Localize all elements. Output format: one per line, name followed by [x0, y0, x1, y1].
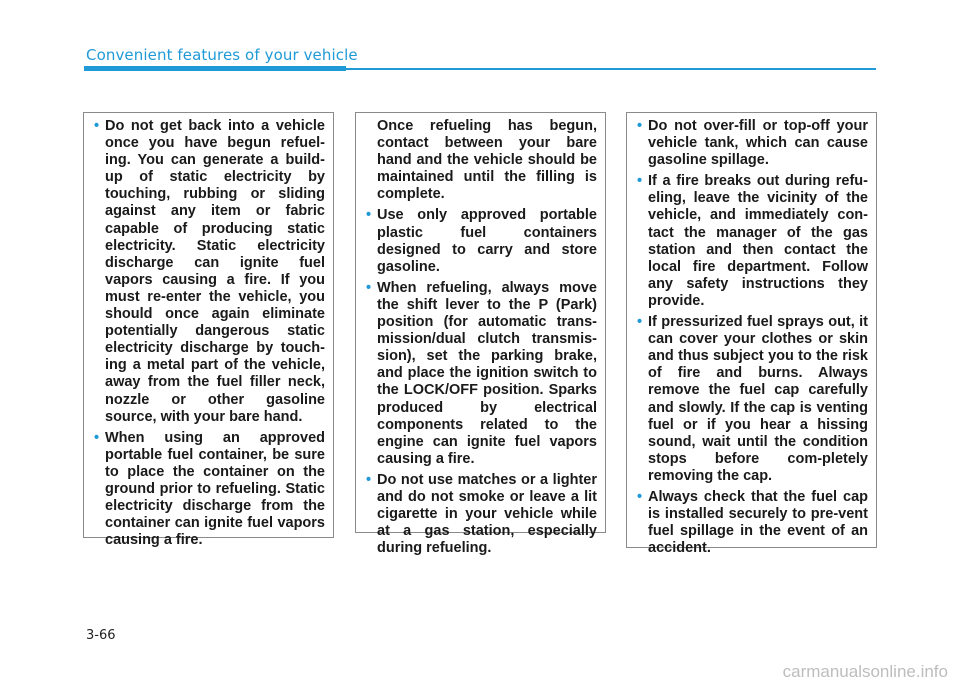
bullet-icon: •: [94, 429, 100, 446]
title-underline-thick: [84, 66, 346, 71]
bullet-text: If a fire breaks out during refu-eling, leave the vicinity of the vehicle, and immediately con-tact the manager of the gas station and then contact the local fire department. Follow any safety instructions they provide.: [648, 173, 868, 309]
bullet-text: Always check that the fuel cap is installed securely to pre-vent fuel spillage in the event of an accident.: [648, 488, 868, 557]
bullet-item: [637, 118, 868, 169]
bullet-item: [366, 472, 597, 557]
bullet-item: [366, 280, 597, 468]
bullet-icon: •: [637, 173, 643, 190]
bullet-item: [637, 314, 868, 485]
bullet-icon: •: [637, 314, 643, 331]
bullet-icon: •: [366, 279, 372, 296]
bullet-text: When refueling, always move the shift lever to the P (Park) position (for automatic trans-mission/dual clutch transmis-sion), set the parking brake, and place the ignition switch to the LOCK/OFF position. Sparks produced by electrical components related to the engine can ignite fuel vapors causing a fire.: [377, 279, 597, 467]
bullet-text: Use only approved portable plastic fuel containers designed to carry and store gasoline.: [377, 207, 597, 275]
bullet-icon: •: [637, 118, 643, 134]
bullet-text: Do not get back into a vehicle once you have begun refuel-ing. You can generate a build-up of static electricity by touching, rubbing or sliding against any item or fabric capable of producing static electricity. Static electricity discharge can ignite fuel vapors causing a fire. If you must re-enter the vehicle, you should once again eliminate potentially dangerous static electricity discharge by touch-ing a metal part of the vehicle, away from the fuel filler neck, nozzle or other gasoline source, with your bare hand.: [105, 118, 325, 425]
bullet-text: Do not over-fill or top-off your vehicle tank, which can cause gasoline spillage.: [648, 118, 868, 169]
warning-box-left: [83, 112, 334, 549]
bullet-text: When using an approved portable fuel container, be sure to place the container on the ground prior to refueling. Static electricity discharge from the container can ignite fuel vapors causing a fire.: [105, 429, 325, 549]
watermark: carmanualsonline.info: [782, 662, 948, 681]
bullet-icon: •: [637, 488, 643, 505]
bullet-item: [94, 118, 325, 426]
bullet-item: [637, 173, 868, 310]
bullet-item: [94, 430, 325, 550]
bullet-text: Do not use matches or a lighter and do not smoke or leave a lit cigarette in your vehicle while at a gas station, especially during refueling.: [377, 471, 597, 557]
page-number: 3-66: [86, 628, 116, 643]
warning-box-middle: [355, 112, 606, 557]
title-rule-thin: [346, 68, 876, 70]
bullet-icon: •: [94, 118, 100, 134]
bullet-icon: •: [366, 471, 372, 488]
warning-box-right: [626, 112, 877, 557]
bullet-text: If pressurized fuel sprays out, it can cover your clothes or skin and thus subject you to the risk of fire and burns. Always remove the fuel cap carefully and slowly. If the cap is venting fuel or if you hear a hissing sound, wait until the condition stops before com-pletely removing the cap.: [648, 314, 868, 484]
bullet-icon: •: [366, 207, 372, 224]
bullet-item: [366, 207, 597, 275]
bullet-item: [637, 489, 868, 557]
section-title: Convenient features of your vehicle: [86, 46, 358, 64]
continuation-text: Once refueling has begun, contact between your bare hand and the vehicle should be maintained until the filling is complete.: [377, 118, 597, 203]
